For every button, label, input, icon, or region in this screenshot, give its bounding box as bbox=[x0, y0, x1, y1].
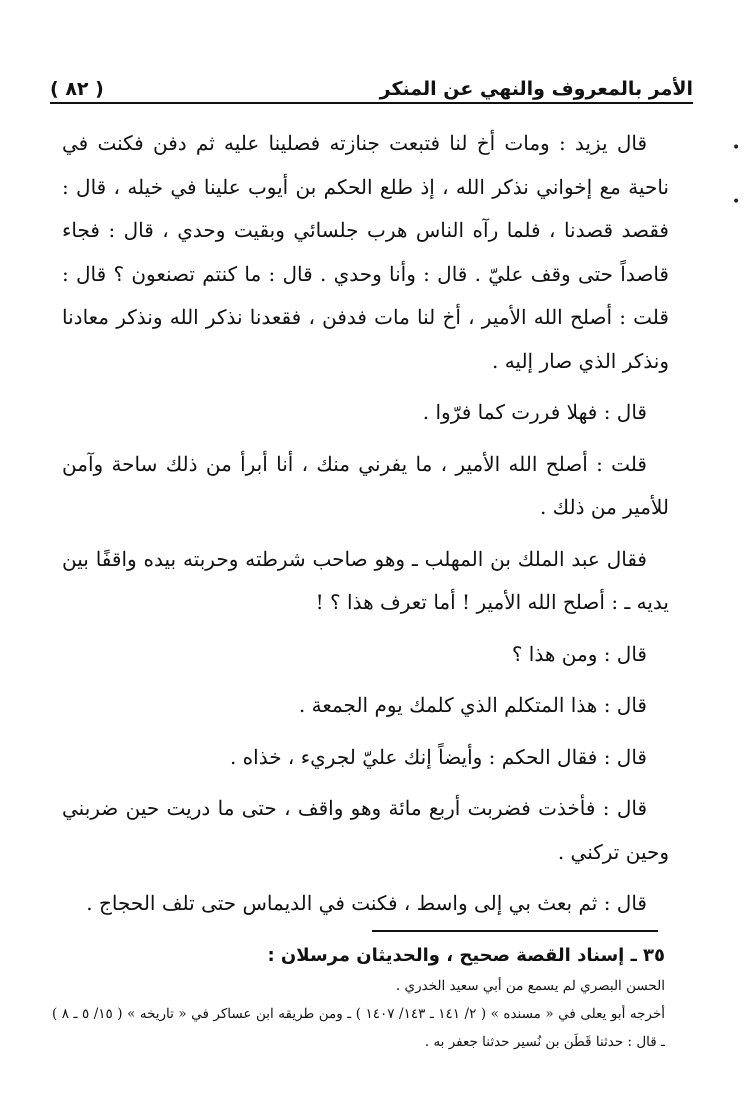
running-title: الأمر بالمعروف والنهي عن المنكر bbox=[379, 78, 693, 100]
paragraph: قال : فقال الحكم : وأيضاً إنك عليّ لجريء ، خذاه . bbox=[229, 744, 647, 769]
main-text bbox=[62, 122, 669, 934]
paragraph: قال يزيد : ومات أخ لنا فتبعت جنازته فصلينا عليه ثم دفن فكنت في ناحية مع إخواني نذكر الله ، إذ طلع الحكم بن أيوب علينا في خيله ، قال : فقصد قصدنا ، فلما رآه الناس هرب جلسائي وبقيت وحدي ، قال : فجاء قاصداً حتى وقف عليّ . قال : وأنا وحدي . قال : ما كنتم تصنعون ؟ قال : قلت : أصلح الله الأمير ، أخ لنا مات فدفن ، فقعدنا نذكر الله ونذكر معادنا ونذكر الذي صار إليه . bbox=[62, 131, 669, 373]
footnote-line: أخرجه أبو يعلى في « مسنده » ( ٢/ ١٤١ ـ ١٤٣/ ١٤٠٧ ) ـ ومن طريقه ابن عساكر في « تاريخه » ( ١٥/ ٥ ـ ٨ ) ـ قال : حدثنا قَطَن بن نُسير حدثنا جعفر به . bbox=[52, 1006, 665, 1050]
page-number: ( ٨٢ ) bbox=[50, 78, 104, 100]
footnote-heading: ٣٥ ـ إسناد القصة صحيح ، والحديثان مرسلان : bbox=[267, 945, 665, 966]
margin-mark: • bbox=[732, 194, 741, 210]
paragraph: قلت : أصلح الله الأمير ، ما يفرني منك ، أنا أبرأ من ذلك ساحة وآمن للأمير من ذلك . bbox=[62, 451, 669, 519]
margin-mark: • bbox=[732, 140, 741, 156]
footnotes bbox=[52, 940, 665, 1056]
running-header bbox=[50, 68, 693, 104]
paragraph: قال : فأخذت فضربت أربع مائة وهو واقف ، حتى ما دريت حين ضربني وحين تركني . bbox=[62, 796, 669, 864]
paragraph: قال : ومن هذا ؟ bbox=[511, 641, 647, 666]
paragraph: قال : هذا المتكلم الذي كلمك يوم الجمعة . bbox=[298, 693, 647, 717]
paragraph: قال : فهلا فررت كما فرّوا . bbox=[422, 400, 647, 424]
footnote-line: الحسن البصري لم يسمع من أبي سعيد الخدري . bbox=[395, 978, 665, 994]
paragraph: فقال عبد الملك بن المهلب ـ وهو صاحب شرطته وحربته بيده واقفًا بين يديه ـ : أصلح الله الأمير ! أما تعرف هذا ؟ ! bbox=[62, 546, 669, 614]
footnote-separator bbox=[372, 930, 658, 932]
paragraph: قال : ثم بعث بي إلى واسط ، فكنت في الديماس حتى تلف الحجاج . bbox=[86, 891, 647, 915]
